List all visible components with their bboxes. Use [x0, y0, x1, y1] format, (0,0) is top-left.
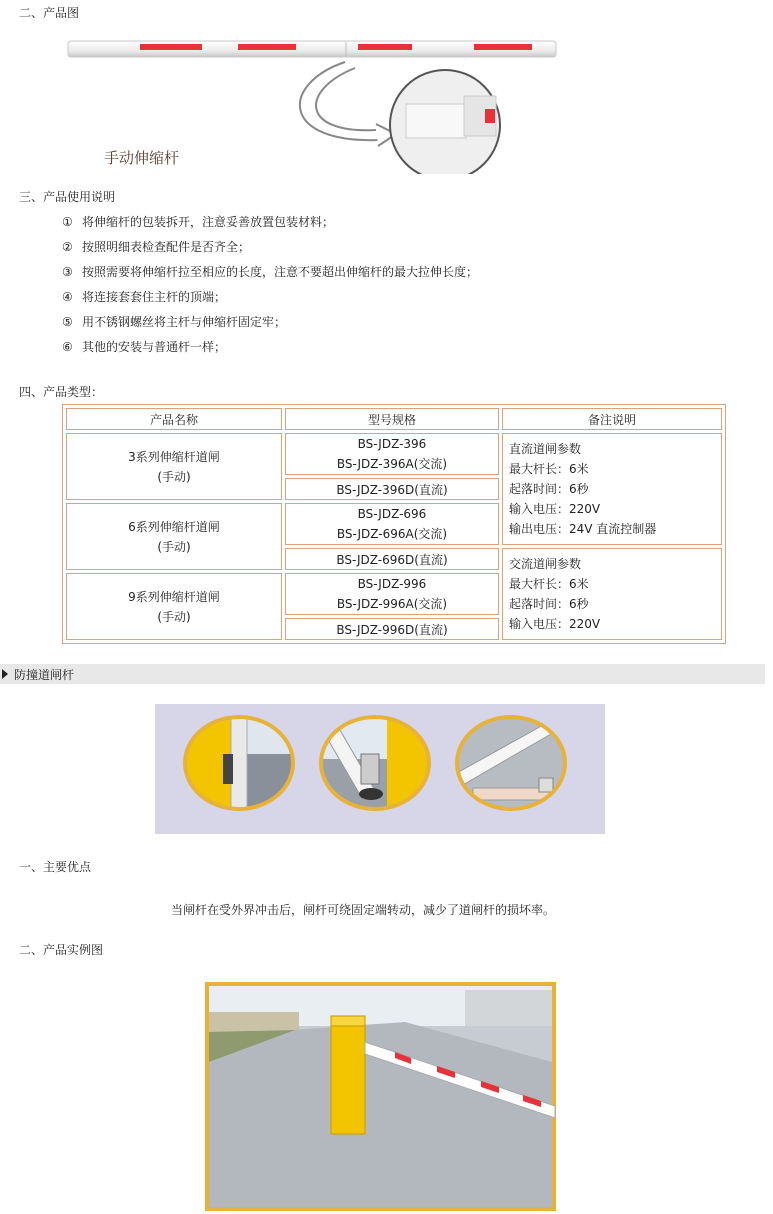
model-code: BS-JDZ-996A(交流): [336, 597, 448, 611]
header-model: 型号规格: [285, 408, 499, 430]
step-1-num: ①: [62, 215, 73, 229]
model-code: BS-JDZ-696A(交流): [336, 527, 448, 541]
dc-notes-cell: [502, 433, 722, 545]
step-5-num: ⑤: [62, 315, 73, 329]
product-cell-3: [66, 433, 282, 500]
ac-notes-line: 输入电压：220V: [509, 617, 601, 631]
header-product-name: 产品名称: [66, 408, 282, 430]
model-cell: [285, 573, 499, 615]
product-cell-6: [66, 503, 282, 570]
step-6-num: ⑥: [62, 340, 73, 354]
step-3-num: ③: [62, 265, 73, 279]
product-name-3: 3系列伸缩杆道闸: [128, 449, 220, 464]
anti-collision-photos: [155, 704, 605, 834]
ac-notes-line: 最大杆长：6米: [509, 577, 589, 591]
dc-notes-line: 输出电压：24V 直流控制器: [509, 522, 657, 536]
step-4: [62, 288, 226, 305]
example-heading: 二、产品实例图: [19, 943, 104, 957]
product-sub-3: (手动): [157, 469, 191, 484]
step-4-text: 将连接套套住主杆的顶端；: [82, 290, 227, 304]
step-6-text: 其他的安装与普通杆一样；: [82, 340, 227, 354]
dc-notes-line: 直流道闸参数: [509, 442, 582, 456]
ac-notes-line: 起落时间：6秒: [509, 597, 589, 611]
model-code: BS-JDZ-996: [357, 577, 427, 591]
product-sub-6: (手动): [157, 539, 191, 554]
step-6: [62, 338, 226, 355]
product-name-9: 9系列伸缩杆道闸: [128, 589, 220, 604]
bullet-arrow-icon: [2, 669, 8, 679]
step-5: [62, 313, 286, 330]
step-4-num: ④: [62, 290, 73, 304]
product-name-6: 6系列伸缩杆道闸: [128, 519, 220, 534]
step-2-num: ②: [62, 240, 73, 254]
step-3-text: 按照需要将伸缩杆拉至相应的长度，注意不要超出伸缩杆的最大拉伸长度；: [82, 265, 479, 279]
barrier-gate-photo: [205, 982, 556, 1211]
step-2-text: 按照明细表检查配件是否齐全；: [82, 240, 251, 254]
model-code: BS-JDZ-996D(直流): [285, 618, 499, 640]
advantages-text: 当闸杆在受外界冲击后，闸杆可绕固定端转动，减少了道闸杆的损坏率。: [171, 903, 556, 917]
band-title: 防撞道闸杆: [14, 668, 75, 682]
model-code: BS-JDZ-396: [357, 437, 427, 451]
dc-notes-line: 起落时间：6秒: [509, 482, 589, 496]
model-code: BS-JDZ-396A(交流): [336, 457, 448, 471]
model-cell: [285, 433, 499, 475]
ac-notes-cell: [502, 548, 722, 640]
model-code: BS-JDZ-696D(直流): [285, 548, 499, 570]
product-cell-9: [66, 573, 282, 640]
header-notes: 备注说明: [502, 408, 722, 430]
dc-notes-line: 最大杆长：6米: [509, 462, 589, 476]
product-caption: 手动伸缩杆: [104, 149, 180, 167]
anti-collision-photo-strip: [155, 704, 605, 834]
ac-notes-line: 交流道闸参数: [509, 557, 582, 571]
anti-collision-band: [0, 664, 765, 684]
step-1: [62, 213, 334, 230]
product-sub-9: (手动): [157, 609, 191, 624]
example-photo: [205, 982, 556, 1211]
section3-heading: 三、产品使用说明: [19, 190, 116, 204]
step-2: [62, 238, 250, 255]
model-code: BS-JDZ-396D(直流): [285, 478, 499, 500]
model-cell: [285, 503, 499, 545]
section4-heading: 四、产品类型：: [19, 385, 104, 399]
section2-heading: 二、产品图: [19, 6, 80, 20]
step-5-text: 用不锈钢螺丝将主杆与伸缩杆固定牢；: [82, 315, 287, 329]
dc-notes-line: 输入电压：220V: [509, 502, 601, 516]
model-code: BS-JDZ-696: [357, 507, 427, 521]
advantages-heading: 一、主要优点: [19, 860, 92, 874]
step-1-text: 将伸缩杆的包装拆开，注意妥善放置包装材料；: [82, 215, 335, 229]
product-type-table: [62, 404, 726, 644]
step-3: [62, 263, 478, 280]
